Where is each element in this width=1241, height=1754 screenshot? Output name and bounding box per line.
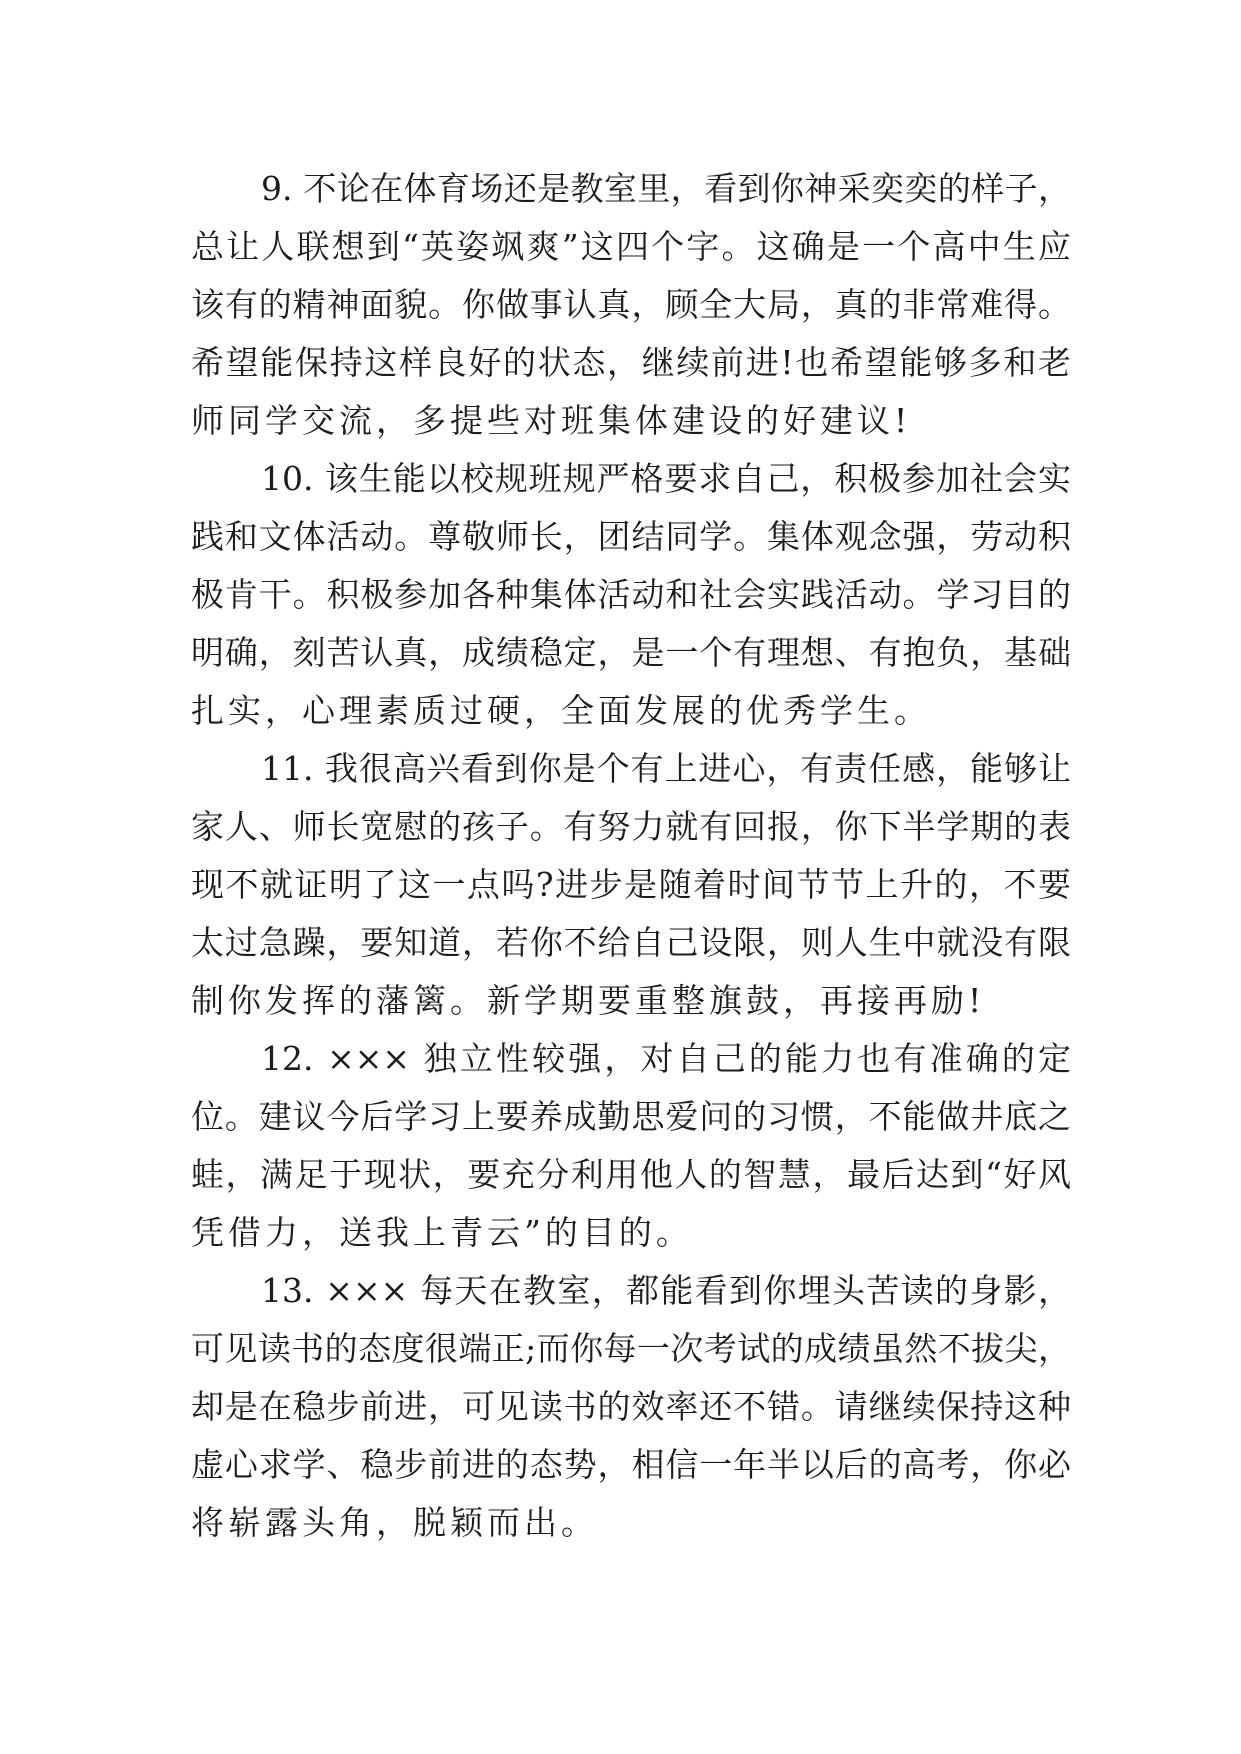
paragraph-9-line-4: 希望能保持这样良好的状态，继续前进!也希望能够多和老 [191, 343, 1071, 382]
paragraph-13-line-1: 13. ××× 每天在教室，都能看到你埋头苦读的身影， [261, 1271, 1071, 1310]
paragraph-9-line-1: 9. 不论在体育场还是教室里，看到你神采奕奕的样子， [261, 169, 1071, 208]
paragraph-10-line-5: 扎实，心理素质过硬，全面发展的优秀学生。 [191, 691, 931, 730]
paragraph-10-line-3: 极肯干。积极参加各种集体活动和社会实践活动。学习目的 [191, 575, 1071, 614]
paragraph-11-line-5: 制你发挥的藩篱。新学期要重整旗鼓，再接再励! [191, 981, 986, 1020]
paragraph-13-line-4: 虚心求学、稳步前进的态势，相信一年半以后的高考，你必 [191, 1445, 1071, 1484]
paragraph-11-line-2: 家人、师长宽慰的孩子。有努力就有回报，你下半学期的表 [191, 807, 1071, 846]
document-body [191, 160, 1071, 1552]
paragraph-12-line-4: 凭借力，送我上青云”的目的。 [191, 1213, 693, 1252]
paragraph-10-line-1: 10. 该生能以校规班规严格要求自己，积极参加社会实 [261, 459, 1071, 498]
paragraph-11-line-4: 太过急躁，要知道，若你不给自己设限，则人生中就没有限 [191, 923, 1071, 962]
paragraph-9-line-3: 该有的精神面貌。你做事认真，顾全大局，真的非常难得。 [191, 285, 1071, 324]
paragraph-11-line-3: 现不就证明了这一点吗?进步是随着时间节节上升的，不要 [191, 865, 1071, 904]
paragraph-11-line-1: 11. 我很高兴看到你是个有上进心，有责任感，能够让 [261, 749, 1071, 788]
paragraph-10-line-2: 践和文体活动。尊敬师长，团结同学。集体观念强，劳动积 [191, 517, 1071, 556]
paragraph-13-line-5: 将崭露头角，脱颖而出。 [191, 1503, 598, 1542]
paragraph-12-line-3: 蛙，满足于现状，要充分利用他人的智慧，最后达到“好风 [191, 1155, 1071, 1194]
paragraph-13-line-2: 可见读书的态度很端正;而你每一次考试的成绩虽然不拔尖， [191, 1329, 1071, 1368]
paragraph-10-line-4: 明确，刻苦认真，成绩稳定，是一个有理想、有抱负，基础 [191, 633, 1071, 672]
paragraph-12-line-2: 位。建议今后学习上要养成勤思爱问的习惯，不能做井底之 [191, 1097, 1071, 1136]
paragraph-12-line-1: 12. ××× 独立性较强，对自己的能力也有准确的定 [261, 1039, 1071, 1078]
paragraph-9-line-5: 师同学交流，多提些对班集体建设的好建议! [191, 401, 912, 440]
paragraph-13-line-3: 却是在稳步前进，可见读书的效率还不错。请继续保持这种 [191, 1387, 1071, 1426]
paragraph-9-line-2: 总让人联想到“英姿飒爽”这四个字。这确是一个高中生应 [191, 227, 1071, 266]
